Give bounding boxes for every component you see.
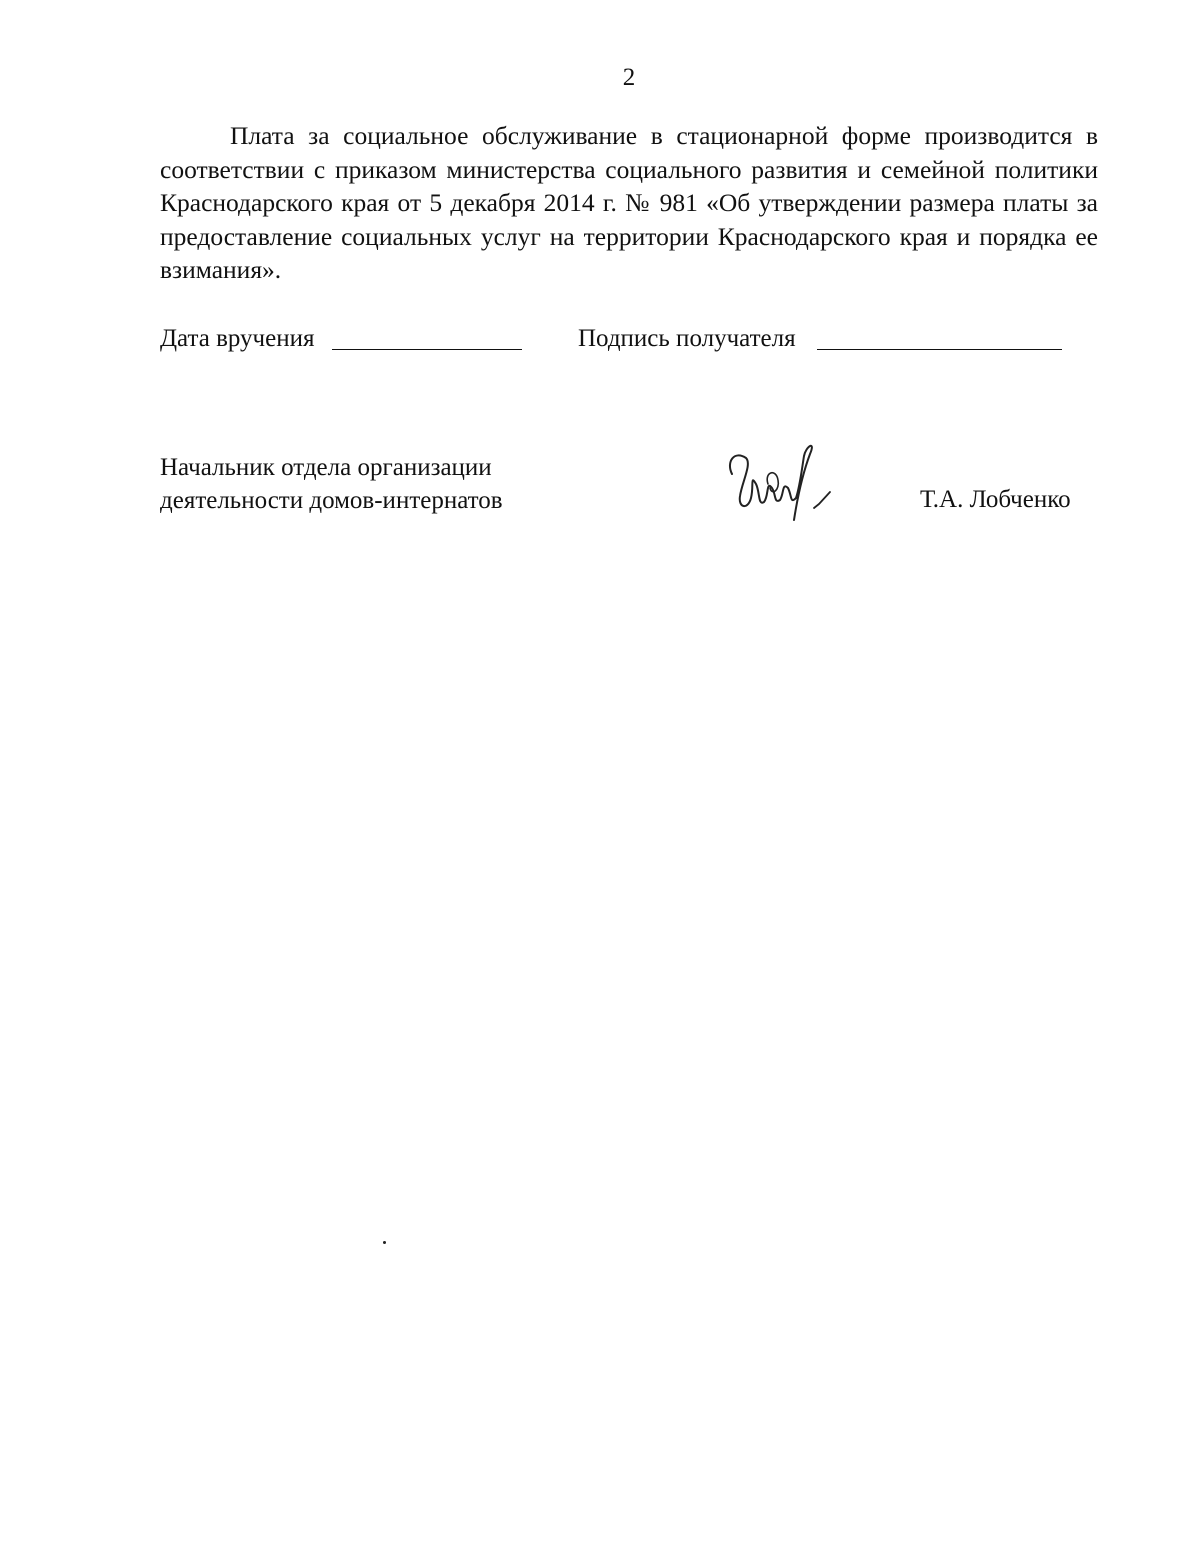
signer-position (160, 451, 503, 517)
signer-name: Т.А. Лобченко (920, 486, 1071, 513)
handwritten-signature (724, 438, 836, 524)
body-text (160, 119, 1098, 287)
delivery-date-label: Дата вручения (160, 325, 315, 352)
delivery-date-blank (332, 349, 522, 350)
recipient-signature-label: Подпись получателя (578, 325, 796, 352)
signer-position-line-2: деятельности домов-интернатов (160, 487, 503, 514)
signature-stroke-tick (814, 492, 830, 508)
stray-dot (383, 1241, 386, 1244)
signature-stroke-main (730, 446, 812, 520)
recipient-signature-blank (817, 349, 1062, 350)
page-number: 2 (622, 64, 636, 91)
main-paragraph: Плата за социальное обслуживание в стационарной форме производится в соответствии с приказом министерства социального развития и семейной политики Краснодарского края от 5 декабря 2014 г. № 981 «Об утверждении размера платы за предоставление социальных услуг на территории Краснодарского края и порядка ее взимания». (160, 121, 1098, 284)
receipt-row (160, 323, 1100, 357)
signer-position-line-1: Начальник отдела организации (160, 454, 492, 481)
